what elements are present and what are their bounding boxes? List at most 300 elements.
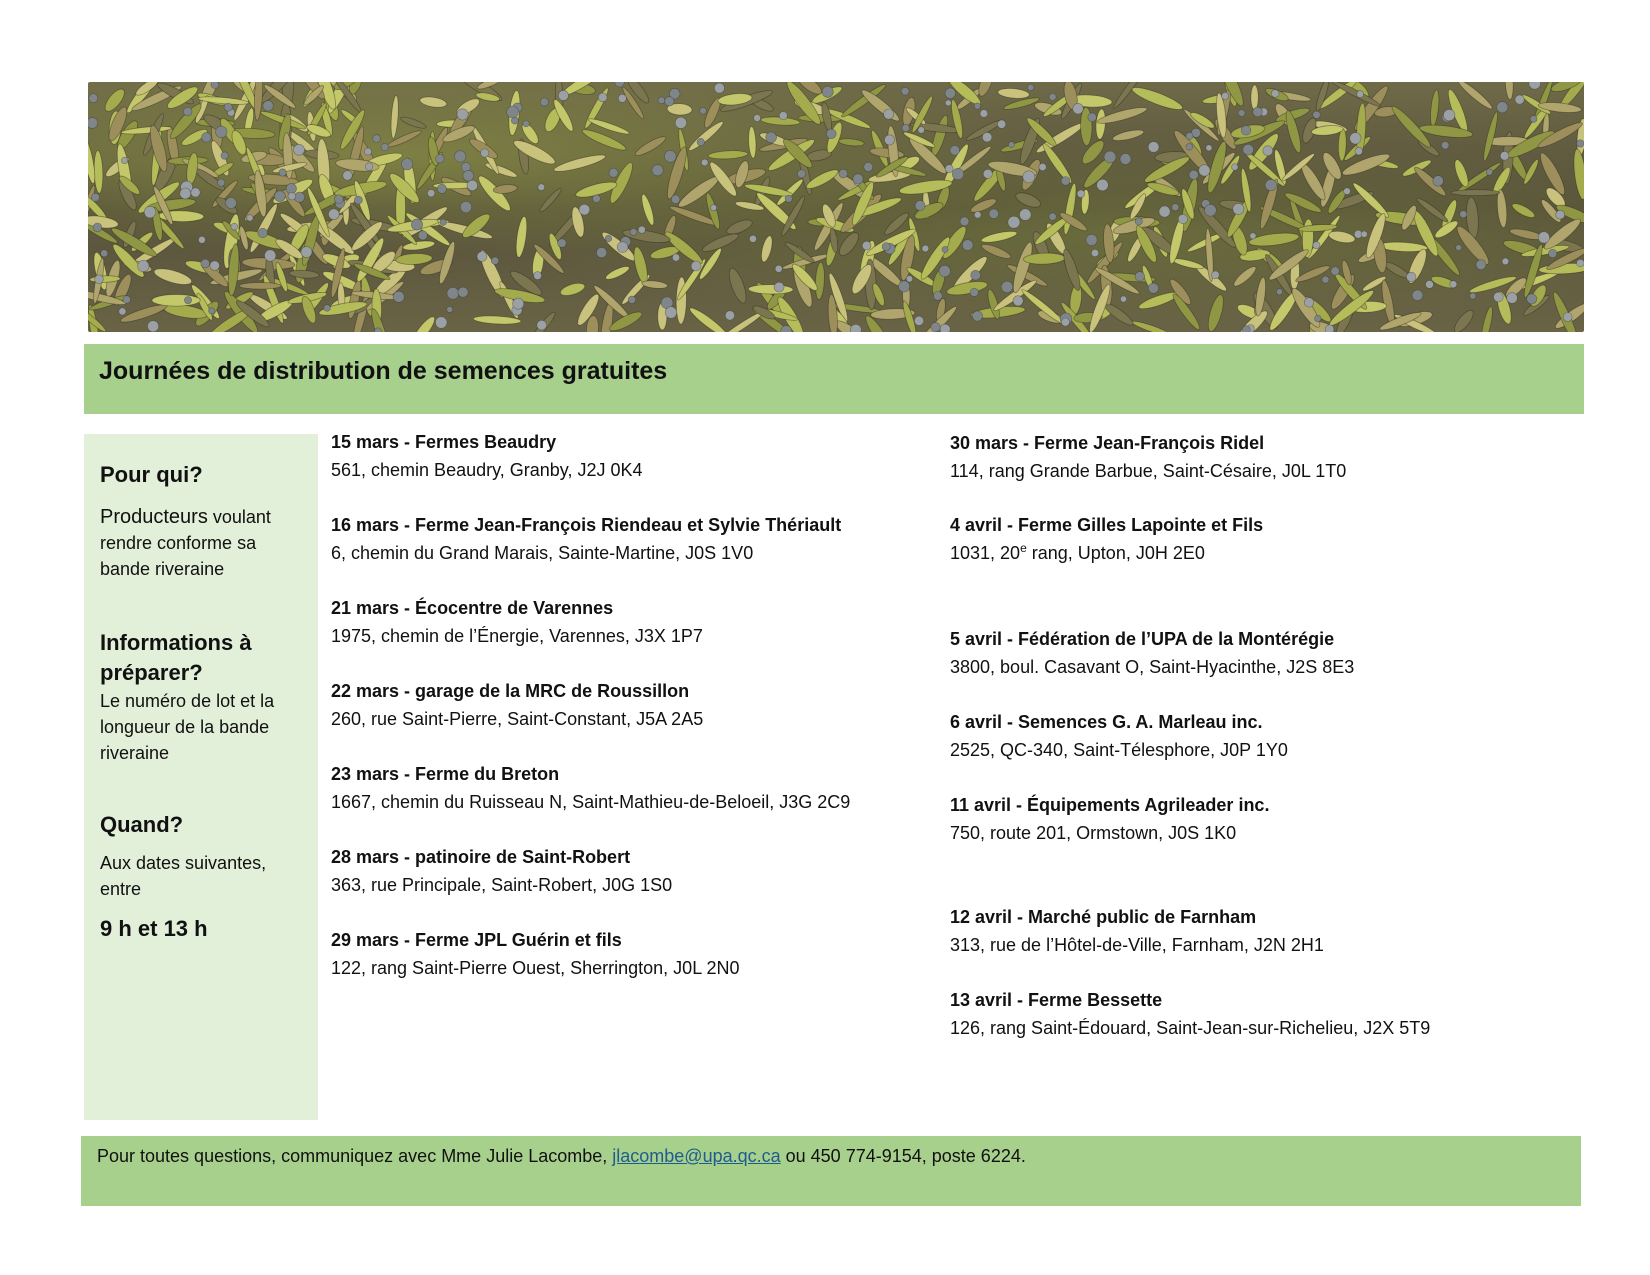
seed-grain [138, 260, 149, 271]
seed-grain [1250, 233, 1256, 239]
seed-grain [962, 240, 973, 251]
seed-grain [507, 106, 519, 118]
entry-address: 2525, QC-340, Saint-Télesphore, J0P 1Y0 [950, 740, 1288, 760]
seed-grain [785, 195, 792, 202]
page-title: Journées de distribution de semences gratuites [99, 357, 668, 385]
seeds-banner-image [88, 82, 1584, 332]
seed-grain [534, 272, 542, 280]
seed-shape [553, 152, 607, 175]
seed-shape [1452, 158, 1471, 188]
hours-text: 9 h et 13 h [100, 916, 208, 941]
seed-grain [882, 243, 890, 251]
seed-grain [1444, 109, 1455, 120]
seed-grain [1061, 318, 1069, 326]
seed-grain [1577, 140, 1584, 147]
seed-grain [797, 170, 805, 178]
entry-name: 11 avril - Équipements Agrileader inc. [950, 795, 1270, 815]
seed-grain [374, 328, 381, 332]
seed-grain [766, 132, 777, 143]
seed-grain [198, 236, 205, 243]
seed-shape [980, 229, 1017, 244]
seed-grain [1331, 267, 1339, 275]
seed-grain [1263, 146, 1273, 156]
seed-shape [239, 283, 281, 290]
seed-grain [513, 298, 524, 309]
entry-address: 363, rue Principale, Saint-Robert, J0G 1S0 [331, 875, 673, 895]
seed-shape [493, 183, 518, 194]
seed-grain [922, 245, 929, 252]
seed-grain [918, 127, 925, 134]
seed-grain [202, 133, 212, 143]
seed-grain [1091, 249, 1098, 256]
seed-grain [1344, 188, 1351, 195]
seed-grain [1355, 147, 1363, 155]
seed-grain [862, 241, 871, 250]
seed-grain [1313, 242, 1320, 249]
seed-grain [579, 204, 590, 215]
entry-address: 122, rang Saint-Pierre Ouest, Sherrington, J0L 2N0 [331, 958, 740, 978]
info-heading-line-1: Informations à [100, 630, 252, 655]
seed-shape [410, 314, 438, 332]
seed-shape [1251, 85, 1258, 110]
seed-grain [258, 228, 267, 237]
seed-shape [1572, 148, 1584, 200]
seed-grain [931, 322, 940, 331]
entry-address: 126, rang Saint-Édouard, Saint-Jean-sur-Richelieu, J2X 5T9 [950, 1018, 1431, 1038]
seed-grain [436, 154, 445, 163]
seed-grain [1538, 232, 1549, 243]
entry-address: 114, rang Grande Barbue, Saint-Césaire, J0L 1T0 [950, 461, 1347, 481]
seed-grain [952, 168, 963, 179]
seed-grain [558, 239, 567, 248]
entry-name: 30 mars - Ferme Jean-François Ridel [950, 433, 1265, 453]
seed-grain [427, 190, 434, 197]
seed-shape [687, 305, 730, 332]
seed-shape [748, 284, 793, 294]
seed-grain [974, 211, 981, 218]
seed-grain [101, 250, 108, 257]
seed-grain [93, 223, 102, 232]
seed-shape [1479, 306, 1494, 332]
seed-grain [1276, 289, 1282, 295]
seed-grain [1013, 296, 1023, 306]
seed-shape [419, 95, 447, 109]
seed-shape [1014, 190, 1043, 210]
seed-grain [354, 196, 362, 204]
seed-shape [514, 216, 529, 258]
seed-grain [1206, 145, 1212, 151]
seed-grain [1073, 103, 1084, 114]
seed-grain [997, 120, 1005, 128]
seed-grain [940, 324, 950, 332]
seed-grain [481, 149, 489, 157]
seed-shape [475, 173, 514, 215]
contact-footer [81, 1136, 1581, 1206]
contact-text-after: ou 450 774-9154, poste 6224. [780, 1146, 1026, 1166]
seed-grain [365, 163, 373, 171]
entry-name: 22 mars - garage de la MRC de Roussillon [331, 681, 690, 701]
seed-shape [1095, 109, 1106, 140]
seed-grain [1556, 210, 1565, 219]
seed-grain [89, 94, 98, 103]
seed-shape [997, 87, 1029, 99]
seed-grain [1313, 111, 1320, 118]
seed-grain [123, 296, 131, 304]
entry-name: 13 avril - Ferme Bessette [950, 990, 1163, 1010]
seed-grain [334, 195, 343, 204]
seed-grain [1563, 313, 1572, 322]
entry-address [950, 539, 1263, 567]
list-item [331, 677, 703, 733]
seed-grain [945, 100, 951, 106]
seed-grain [971, 270, 981, 280]
seed-grain [779, 112, 787, 120]
seed-grain [1500, 151, 1509, 160]
seed-grain [1233, 203, 1244, 214]
list-item [331, 511, 841, 567]
seed-grain [596, 247, 606, 257]
seed-grain [91, 193, 99, 201]
seed-grain [538, 184, 545, 191]
seed-shape [859, 87, 902, 125]
seed-grain [970, 288, 978, 296]
seed-grain [933, 292, 942, 301]
seed-shape [473, 315, 521, 325]
seed-grain [247, 215, 253, 221]
entry-name: 5 avril - Fédération de l’UPA de la Montérégie [950, 629, 1335, 649]
seed-shape [1451, 190, 1500, 196]
seed-grain [1008, 216, 1020, 228]
seed-grain [1406, 272, 1416, 282]
seed-shape [748, 126, 757, 158]
seed-grain [1304, 298, 1314, 308]
seed-grain [119, 308, 126, 315]
seed-grain [774, 282, 784, 292]
seed-grain [1104, 151, 1116, 163]
entry-address: 6, chemin du Grand Marais, Sainte-Martine, J0S 1V0 [331, 543, 754, 563]
seed-shape [976, 82, 997, 98]
seed-grain [437, 184, 446, 193]
seed-grain [211, 82, 219, 89]
entry-name: 28 mars - patinoire de Saint-Robert [331, 847, 631, 867]
seed-grain [148, 321, 159, 332]
entry-address: 260, rue Saint-Pierre, Saint-Constant, J5A 2A5 [331, 709, 704, 729]
list-item [950, 511, 1263, 567]
seed-grain [1205, 204, 1217, 216]
contact-email-link[interactable]: jlacombe@upa.qc.ca [612, 1146, 781, 1166]
entry-name: 15 mars - Fermes Beaudry [331, 432, 557, 452]
seed-grain [672, 254, 679, 261]
entry-address-part: rang, Upton, J0H 2E0 [1026, 543, 1205, 563]
list-item [950, 903, 1324, 959]
seed-grain [180, 188, 191, 199]
seed-grain [1271, 90, 1279, 98]
when-heading: Quand? [100, 812, 184, 837]
seed-grain [1350, 133, 1361, 144]
seed-grain [1159, 206, 1170, 217]
seed-shape [838, 138, 864, 147]
seed-shape [759, 235, 774, 263]
seed-grain [491, 257, 498, 264]
list-item [950, 791, 1269, 847]
seed-grain [605, 235, 612, 242]
seed-grain [294, 192, 304, 202]
seed-grain [1232, 164, 1239, 171]
seed-grain [537, 320, 547, 330]
seed-shape [1137, 289, 1180, 312]
entry-name: 6 avril - Semences G. A. Marleau inc. [950, 712, 1263, 732]
seed-grain [1529, 82, 1541, 89]
seed-grain [725, 311, 734, 320]
seed-grain [691, 261, 701, 271]
seed-grain [839, 169, 848, 178]
seed-grain [1189, 170, 1198, 179]
seed-grain [1049, 213, 1056, 220]
seed-grain [1238, 110, 1245, 117]
info-heading-line-2: préparer? [100, 660, 203, 685]
seed-grain [458, 287, 468, 297]
seed-grain [1315, 315, 1322, 322]
entry-name: 16 mars - Ferme Jean-François Riendeau et Sylvie Thériault [331, 515, 842, 535]
seed-grain [1086, 234, 1097, 245]
entry-name: 12 avril - Marché public de Farnham [950, 907, 1257, 927]
seed-shape [402, 239, 435, 251]
seed-grain [1178, 214, 1187, 223]
seed-grain [1515, 95, 1524, 104]
seed-grain [1186, 132, 1193, 139]
seed-grain [121, 157, 127, 163]
list-item [331, 594, 703, 650]
seed-grain [477, 252, 487, 262]
seed-grain [1088, 113, 1097, 122]
seed-grain [1135, 218, 1142, 225]
seed-grain [1120, 154, 1131, 165]
entry-address-part: 1031, 20 [950, 543, 1021, 563]
seed-grain [598, 93, 607, 102]
seed-grain [749, 235, 756, 242]
seed-grain [972, 311, 982, 321]
seed-grain [884, 135, 894, 145]
seed-grain [393, 291, 404, 302]
seed-grain [455, 151, 466, 162]
seed-grain [201, 259, 210, 268]
seed-shape [604, 264, 631, 282]
seed-grain [540, 98, 548, 106]
seed-grain [1357, 91, 1364, 98]
contact-text-before: Pour toutes questions, communiquez avec Mme Julie Lacombe, [97, 1146, 613, 1166]
seed-shape [390, 95, 400, 138]
seed-grain [1222, 92, 1229, 99]
entry-name: 4 avril - Ferme Gilles Lapointe et Fils [950, 515, 1264, 535]
seed-shape [708, 150, 748, 160]
seed-grain [265, 250, 276, 261]
seed-grain [714, 83, 724, 93]
seed-shape [253, 82, 263, 120]
seed-shape [1481, 111, 1500, 162]
who-text-rest: voulant rendre conforme sa bande riveraine [100, 507, 271, 579]
seed-grain [231, 223, 238, 230]
seed-grain [218, 179, 225, 186]
seed-shape [1248, 231, 1299, 248]
seed-grain [980, 110, 988, 118]
seed-grain [675, 117, 686, 128]
seed-shape [641, 280, 668, 290]
seed-grain [1412, 290, 1423, 301]
seed-grain [822, 86, 833, 97]
seed-grain [1023, 171, 1035, 183]
seed-shape [289, 269, 320, 279]
seed-shape [836, 230, 862, 259]
seed-grain [593, 195, 601, 203]
seed-shape [929, 114, 951, 158]
seed-grain [615, 82, 625, 87]
seed-grain [906, 276, 912, 282]
seed-grain [144, 206, 156, 218]
seed-grain [1212, 271, 1220, 279]
seed-grain [1120, 296, 1126, 302]
entry-address: 1667, chemin du Ruisseau N, Saint-Mathieu-de-Beloeil, J3G 2C9 [331, 792, 851, 812]
seed-shape [559, 281, 586, 298]
seed-grain [558, 90, 568, 100]
seed-shape [1131, 319, 1172, 332]
seed-grain [864, 163, 873, 172]
seed-grain [275, 191, 286, 202]
seed-grain [457, 109, 468, 120]
seed-grain [901, 87, 909, 95]
seed-grain [88, 118, 98, 129]
seed-grain [364, 148, 371, 155]
seed-grain [1450, 281, 1457, 288]
list-item [331, 428, 643, 484]
seed-grain [1530, 116, 1537, 123]
seed-grain [652, 165, 663, 176]
seed-grain [983, 169, 992, 178]
seed-grain [467, 180, 478, 191]
seed-grain [523, 121, 529, 127]
seed-grain [960, 217, 969, 226]
seed-grain [1527, 294, 1537, 304]
seed-grain [447, 307, 453, 313]
seed-grain [447, 287, 459, 299]
seed-grain [1148, 283, 1158, 293]
seed-grain [974, 103, 980, 109]
seed-grain [617, 242, 628, 253]
seed-grain [1325, 325, 1334, 332]
seed-grain [373, 135, 381, 143]
seed-grain [1148, 142, 1159, 153]
list-item [331, 843, 672, 899]
seed-grain [701, 159, 708, 166]
seed-grain [664, 150, 676, 162]
entry-address: 3800, boul. Casavant O, Saint-Hyacinthe, J2S 8E3 [950, 657, 1355, 677]
seed-grain [1241, 126, 1251, 136]
seed-shape [633, 134, 668, 159]
seed-grain [1186, 143, 1193, 150]
seed-grain [328, 209, 339, 220]
seed-grain [1456, 245, 1462, 251]
entry-address-superscript: e [1020, 541, 1027, 555]
seed-grain [294, 144, 305, 155]
seed-grain [210, 261, 220, 271]
entry-name: 29 mars - Ferme JPL Guérin et fils [331, 930, 622, 950]
seed-grain [1039, 163, 1046, 170]
list-item [950, 625, 1354, 681]
seed-shape [1205, 293, 1226, 332]
seed-grain [1486, 169, 1492, 175]
seed-grain [697, 138, 704, 145]
seed-shape [726, 266, 750, 305]
seed-grain [671, 195, 680, 204]
seed-grain [1020, 209, 1032, 221]
seed-grain [209, 308, 215, 314]
seed-grain [989, 209, 999, 219]
seed-grain [1243, 144, 1254, 155]
seed-grain [826, 129, 836, 139]
seed-shape [815, 262, 826, 300]
seed-shape [1231, 264, 1258, 289]
seed-grain [381, 143, 389, 151]
seed-grain [630, 228, 637, 235]
list-item [331, 926, 740, 982]
seed-grain [775, 265, 782, 272]
seed-grain [301, 247, 312, 258]
seed-grain [226, 198, 237, 209]
seed-grain [1470, 293, 1476, 299]
seed-grain [618, 94, 626, 102]
seed-grain [884, 109, 894, 119]
seed-grain [1433, 176, 1444, 187]
seed-grain [1577, 259, 1584, 267]
seed-grain [1001, 281, 1012, 292]
seed-grain [435, 317, 447, 329]
seed-grain [945, 165, 953, 173]
seed-grain [658, 97, 665, 104]
seed-grain [1049, 93, 1056, 100]
seed-shape [1112, 128, 1145, 143]
seed-grain [1253, 107, 1263, 117]
seed-grain [460, 201, 471, 212]
who-text-lead: Producteurs [100, 506, 208, 528]
seed-grain [263, 101, 273, 111]
seed-grain [1322, 276, 1329, 283]
seed-grain [853, 174, 863, 184]
seed-grain [665, 97, 674, 106]
seed-grain [1494, 292, 1504, 302]
seed-shape [1171, 257, 1204, 271]
seed-grain [665, 307, 677, 319]
seed-grain [1476, 260, 1486, 270]
seed-grain [638, 226, 645, 233]
seed-grain [1426, 280, 1434, 288]
seed-grain [1242, 326, 1250, 332]
seed-grain [1507, 293, 1518, 304]
list-item [950, 986, 1430, 1042]
seed-shape [1020, 287, 1066, 326]
seed-shape [1504, 82, 1514, 100]
seed-shape [1429, 89, 1440, 127]
seed-grain [463, 170, 474, 181]
seed-grain [324, 305, 331, 312]
title-bar [84, 344, 1584, 414]
info-sidebar [84, 434, 318, 1120]
when-text: Aux dates suivantes, entre [100, 853, 267, 899]
entry-address: 750, route 201, Ormstown, J0S 1K0 [950, 823, 1237, 843]
seed-grain [288, 192, 296, 200]
seed-shape [1510, 201, 1536, 220]
seed-grain [850, 324, 861, 332]
seed-grain [1077, 190, 1085, 198]
seed-grain [1061, 177, 1070, 186]
